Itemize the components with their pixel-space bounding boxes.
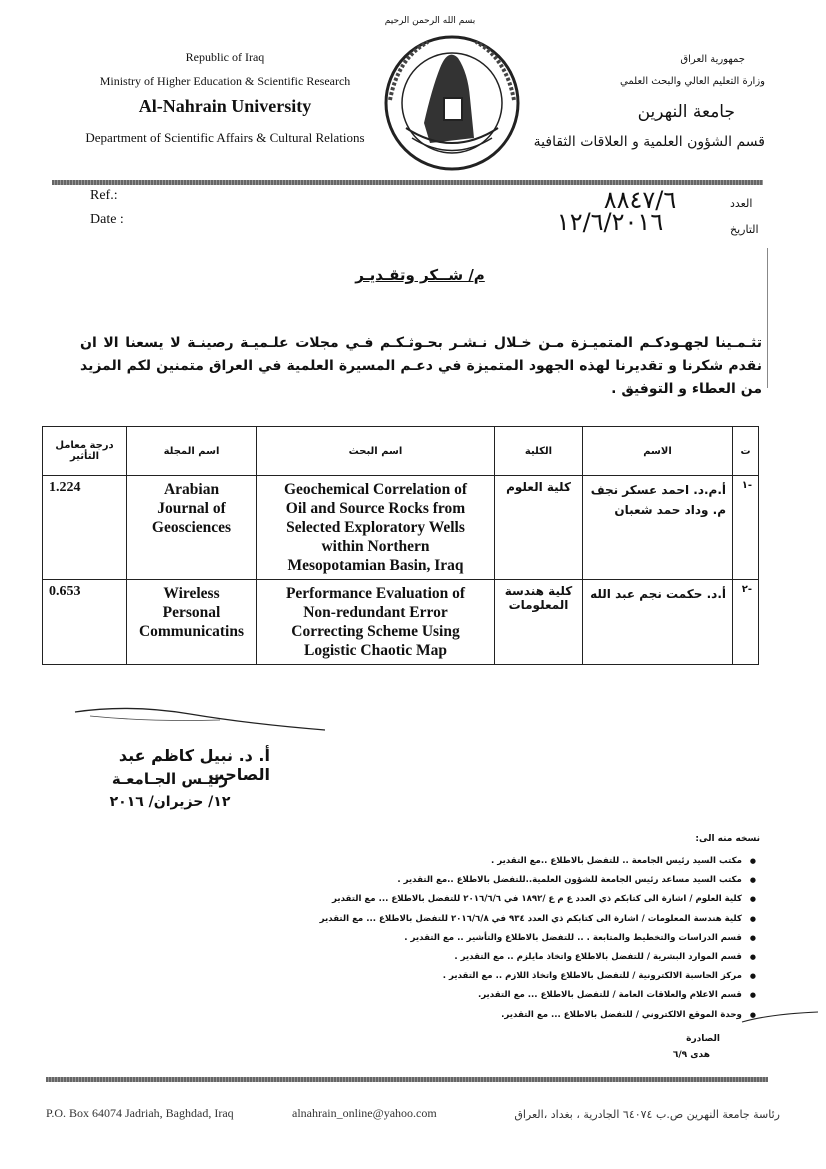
college-line: كلية هندسة bbox=[504, 584, 573, 598]
ref-right-edge-line bbox=[767, 248, 768, 388]
journal-line: Arabian bbox=[163, 481, 220, 498]
signature-scribble bbox=[70, 700, 330, 740]
footer-address-ar: رئاسة جامعة النهرين ص.ب ٦٤٠٧٤ الجادرية ، بغداد ،العراق bbox=[514, 1108, 780, 1121]
researcher-name: م. وداد حمد شعبان bbox=[614, 503, 726, 517]
ministry-ar: وزارة التعليم العالي والبحث العلمي bbox=[620, 76, 765, 87]
list-item: ● مركز الحاسبة الالكترونية / للتفضل بالاطلاع واتخاذ اللازم .. مع التقدير . bbox=[136, 967, 756, 986]
university-ar: جامعة النهرين bbox=[637, 102, 735, 122]
date-handwritten: ١٢/٦/٢٠١٦ bbox=[556, 208, 664, 236]
ref-label-en: Ref.: bbox=[90, 188, 118, 203]
letter-body: تثـمـينا لجهـودكـم المتميـزة مـن خـلال نـشـر بحـوثـكـم فـي مجلات علـميـة رصينـة لا يسعنا الا ان نقدم شكرنا و تقديرنا لهذه الجهود المتميزة في دعـم المسيرة العلمية في العراق متمنين لكم المزيد من العطاء و التوفيق . bbox=[80, 335, 762, 397]
country-ar: جمهورية العراق bbox=[680, 54, 745, 65]
signatory-title: رئيـس الجـامعـة bbox=[111, 770, 229, 788]
research-title-line: within Northern bbox=[321, 538, 430, 555]
impact-factor: 1.224 bbox=[43, 476, 127, 580]
footer-email: alnahrain_online@yahoo.com bbox=[292, 1106, 437, 1120]
table-row bbox=[43, 580, 759, 665]
research-title-line: Selected Exploratory Wells bbox=[286, 519, 465, 536]
list-item: ● كلية هندسة المعلومات / اشارة الى كتابكم ذي العدد ٩٣٤ في ٢٠١٦/٦/٨ للتفضل بالاطلاع ... مع التقدير bbox=[136, 910, 756, 929]
cc-list bbox=[136, 852, 756, 1025]
col-header-research: اسم البحث bbox=[257, 427, 495, 476]
cc-pen-mark bbox=[740, 1010, 820, 1030]
basmala: بسم الله الرحمن الرحيم bbox=[384, 16, 476, 26]
table-header-row bbox=[43, 427, 759, 476]
college bbox=[495, 476, 583, 580]
header-divider bbox=[52, 180, 763, 185]
ministry-en: Ministry of Higher Education & Scientific Research bbox=[99, 74, 351, 88]
row-number: -١ bbox=[733, 476, 759, 580]
col-header-number: ت bbox=[733, 427, 759, 476]
col-header-name: الاسم bbox=[583, 427, 733, 476]
ref-label-ar: العدد bbox=[730, 197, 753, 210]
header-english bbox=[60, 50, 390, 146]
research-title-line: Geochemical Correlation of bbox=[283, 481, 468, 498]
subject-line: م/ شــكر وتقـديـر bbox=[355, 266, 485, 284]
date-label-ar: التاريخ bbox=[730, 223, 759, 236]
research-title-line: Correcting Scheme Using bbox=[291, 623, 460, 640]
department-en: Department of Scientific Affairs & Cultural Relations bbox=[85, 130, 365, 145]
research-title bbox=[257, 476, 495, 580]
list-item: ● قسم الدراسات والتخطيط والمتابعة . .. للتفضل بالاطلاع والتأشير .. مع التقدير . bbox=[136, 929, 756, 948]
research-title-line: Non-redundant Error bbox=[303, 604, 448, 621]
table-row bbox=[43, 476, 759, 580]
footer-divider bbox=[46, 1077, 768, 1082]
journal-line: Communicatins bbox=[138, 623, 245, 640]
list-item: ● قسم الموارد البشرية / للتفضل بالاطلاع واتخاذ مايلزم .. مع التقدير . bbox=[136, 948, 756, 967]
ref-number-handwritten: ٨٨٤٧/٦ bbox=[603, 186, 677, 214]
col-header-journal: اسم المجلة bbox=[127, 427, 257, 476]
signature-date: ١٢/ حزيران/ ٢٠١٦ bbox=[109, 794, 231, 810]
outgoing-label: الصادرة bbox=[686, 1034, 720, 1044]
date-label-en: Date : bbox=[90, 212, 124, 227]
college-line: المعلومات bbox=[508, 598, 569, 612]
researcher-names bbox=[583, 476, 733, 580]
list-item: ● وحدة الموقع الالكتروني / للتفضل بالاطلاع ... مع التقدير. bbox=[136, 1006, 756, 1025]
journal-line: Geosciences bbox=[151, 519, 232, 536]
university-en: Al-Nahrain University bbox=[138, 96, 312, 116]
research-title bbox=[257, 580, 495, 665]
research-title-line: Performance Evaluation of bbox=[285, 585, 466, 602]
journal-line: Journal of bbox=[157, 500, 226, 517]
research-table bbox=[42, 426, 759, 665]
list-item: ● مكتب السيد مساعد رئيس الجامعة للشؤون العلمية..للتفضل بالاطلاع ..مع التقدير . bbox=[136, 871, 756, 890]
research-title-line: Oil and Source Rocks from bbox=[285, 500, 466, 517]
list-item: ● قسم الاعلام والعلاقات العامة / للتفضل بالاطلاع ... مع التقدير. bbox=[136, 986, 756, 1005]
list-item: ● كلية العلوم / اشارة الى كتابكم ذي العدد ع م ع /١٨٩٢ في ٢٠١٦/٦/٦ للتفضل بالاطلاع ... مع التقدير bbox=[136, 890, 756, 909]
journal-name bbox=[127, 580, 257, 665]
cc-heading: نسخه منه الى: bbox=[695, 834, 760, 844]
signatory-name: أ. د. نبيل كاظم عبد الصاحب bbox=[118, 746, 270, 784]
researcher-name: أ.م.د. احمد عسكر نجف bbox=[590, 483, 726, 497]
researcher-name: أ.د. حكمت نجم عبد الله bbox=[590, 587, 726, 601]
department-ar: قسم الشؤون العلمية و العلاقات الثقافية bbox=[533, 134, 765, 150]
impact-factor: 0.653 bbox=[43, 580, 127, 665]
journal-line: Wireless bbox=[163, 585, 220, 602]
research-title-line: Logistic Chaotic Map bbox=[304, 642, 447, 659]
list-item: ● مكتب السيد رئيس الجامعة .. للتفضل بالاطلاع ..مع التقدير . bbox=[136, 852, 756, 871]
header-arabic bbox=[500, 54, 765, 150]
country-en: Republic of Iraq bbox=[185, 50, 265, 64]
college bbox=[495, 580, 583, 665]
college-line: كلية العلوم bbox=[506, 480, 571, 494]
researcher-names bbox=[583, 580, 733, 665]
journal-line: Personal bbox=[162, 604, 221, 621]
typist-initials: هدى ٦/٩ bbox=[672, 1050, 710, 1060]
col-header-impact: درجة معامل التأثير bbox=[43, 427, 127, 476]
row-number: -٢ bbox=[733, 580, 759, 665]
research-title-line: Mesopotamian Basin, Iraq bbox=[287, 557, 464, 574]
journal-name bbox=[127, 476, 257, 580]
footer-address-en: P.O. Box 64074 Jadriah, Baghdad, Iraq bbox=[46, 1106, 234, 1120]
col-header-college: الكلية bbox=[495, 427, 583, 476]
